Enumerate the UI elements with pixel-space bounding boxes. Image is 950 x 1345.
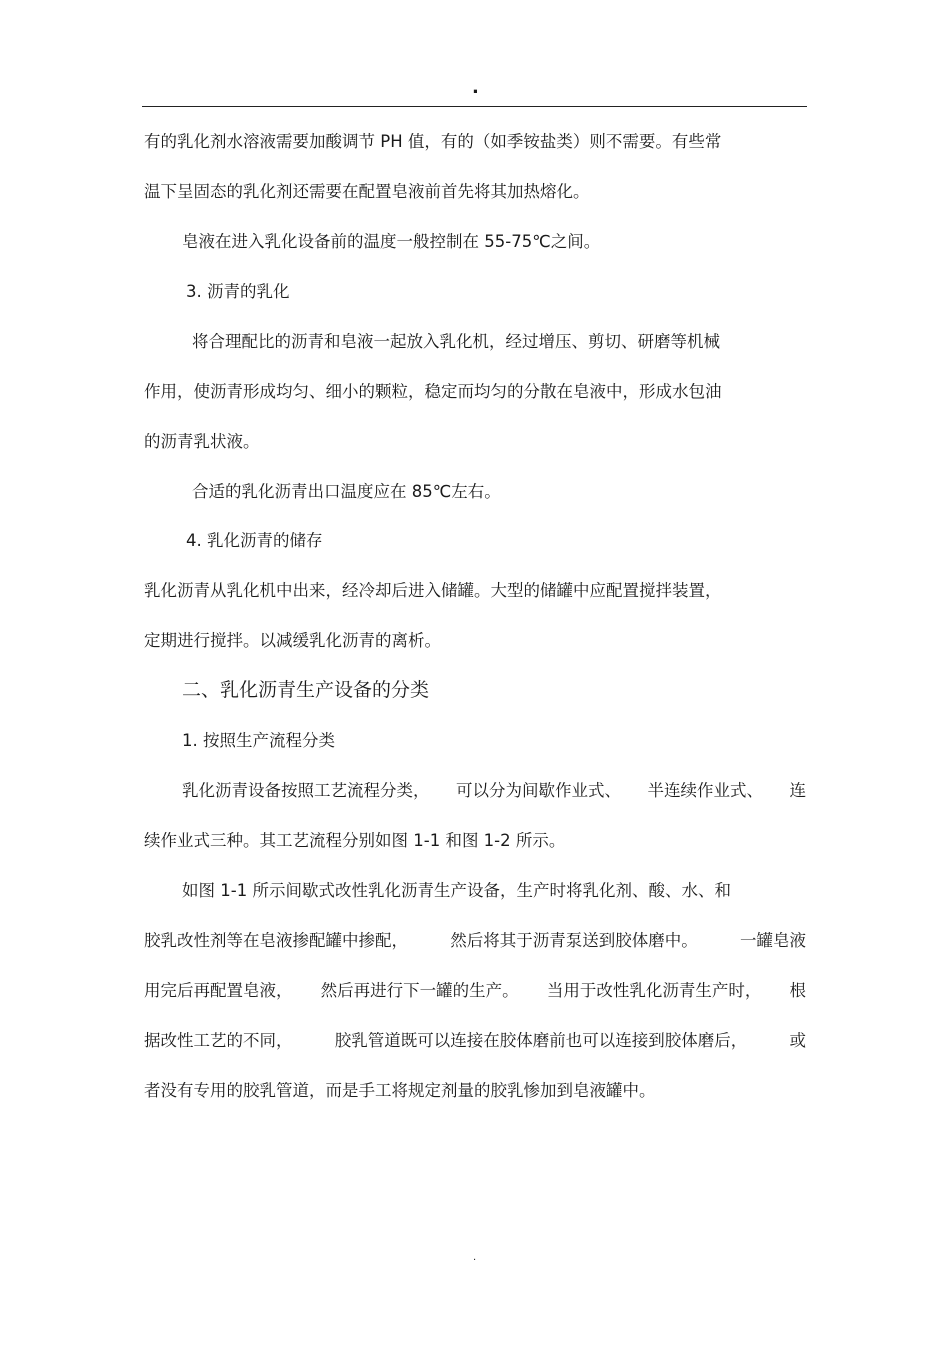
text-line: 的沥青乳状液。 — [144, 432, 260, 451]
header-rule — [142, 106, 807, 107]
text-segment: 然后再进行下一罐的生产。 — [320, 981, 519, 1000]
text-segment: 根 — [789, 981, 806, 1000]
section-heading: 二、乳化沥青生产设备的分类 — [182, 679, 430, 701]
text-segment: 乳化沥青设备按照工艺流程分类， — [182, 781, 430, 800]
text-line: 定期进行搅拌。以减缓乳化沥青的离析。 — [144, 631, 441, 650]
numbered-heading: 3. 沥青的乳化 — [186, 282, 290, 301]
text-line: 如图 1-1 所示间歇式改性乳化沥青生产设备，生产时将乳化剂、酸、水、和 — [182, 881, 731, 900]
text-segment: 一罐皂液 — [740, 931, 806, 950]
text-segment: 可以分为间歇作业式、 — [456, 781, 621, 800]
text-segment: 连 — [789, 781, 806, 800]
text-line: 续作业式三种。其工艺流程分别如图 1-1 和图 1-2 所示。 — [144, 831, 566, 850]
header-mark: . — [472, 77, 479, 98]
text-segment: 胶乳管道既可以连接在胶体磨前也可以连接到胶体磨后， — [334, 1031, 748, 1050]
sub-heading: 1. 按照生产流程分类 — [182, 731, 335, 750]
footer-mark: . — [473, 1252, 477, 1263]
text-segment: 然后将其于沥青泵送到胶体磨中。 — [450, 931, 698, 950]
text-segment: 或 — [789, 1031, 806, 1050]
text-line: 将合理配比的沥青和皂液一起放入乳化机，经过增压、剪切、研磨等机械 — [192, 332, 720, 351]
text-line — [144, 929, 806, 953]
text-line — [144, 979, 806, 1003]
text-line — [144, 1029, 806, 1053]
numbered-heading: 4. 乳化沥青的储存 — [186, 531, 323, 550]
text-line: 者没有专用的胶乳管道，而是手工将规定剂量的胶乳惨加到皂液罐中。 — [144, 1081, 656, 1100]
text-segment: 据改性工艺的不同， — [144, 1031, 293, 1050]
text-segment: 用完后再配置皂液， — [144, 981, 293, 1000]
text-line — [182, 779, 806, 803]
text-line: 作用，使沥青形成均匀、细小的颗粒，稳定而均匀的分散在皂液中，形成水包油 — [144, 382, 722, 401]
text-line: 皂液在进入乳化设备前的温度一般控制在 55-75℃之间。 — [182, 232, 601, 251]
text-line: 有的乳化剂水溶液需要加酸调节 PH 值，有的（如季铵盐类）则不需要。有些常 — [144, 132, 722, 151]
text-segment: 半连续作业式、 — [647, 781, 763, 800]
text-line: 温下呈固态的乳化剂还需要在配置皂液前首先将其加热熔化。 — [144, 182, 590, 201]
text-segment: 当用于改性乳化沥青生产时， — [546, 981, 762, 1000]
text-line: 合适的乳化沥青出口温度应在 85℃左右。 — [192, 482, 501, 501]
text-segment: 胶乳改性剂等在皂液掺配罐中掺配， — [144, 931, 408, 950]
text-line: 乳化沥青从乳化机中出来，经冷却后进入储罐。大型的储罐中应配置搅拌装置， — [144, 581, 722, 600]
